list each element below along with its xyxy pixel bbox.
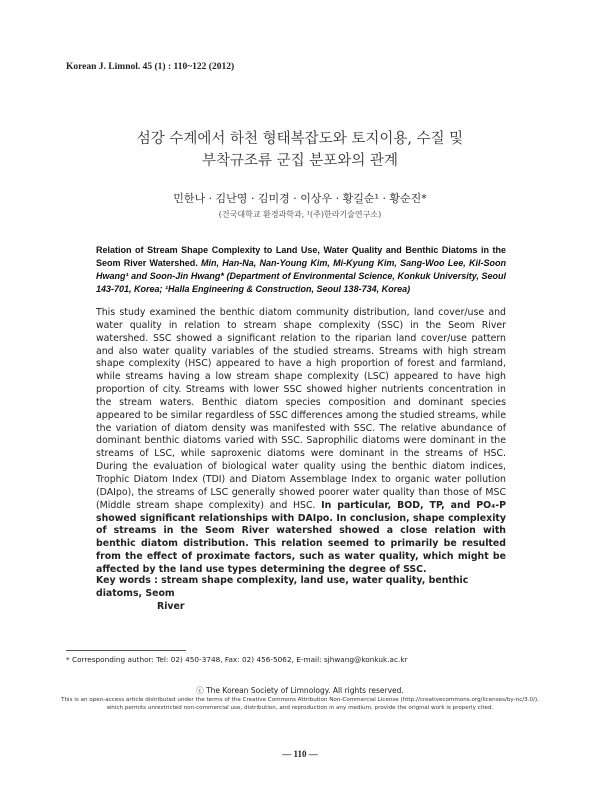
keywords [96,574,506,613]
corresponding-author: * Corresponding author: Tel: 02) 450-3748, Fax: 02) 456-5062, E-mail: sjhwang@konkuk.ac.kr [66,655,408,664]
korean-affiliation: (건국대학교 환경과학과, ¹(주)한라기술연구소) [218,210,382,219]
footnote-divider [66,650,186,651]
abstract-bold-text: In particular, BOD, TP, and PO₄-P showed significant relationships with DAIpo. In conclusion, shape complexity of streams in the Seom River watershed showed a close relation with benthic diatom distribution. This relation seemed to primarily be resulted from the effect of proximate factors, such as water quality, which might be affected by the land use types determining the degree of SSC. [96,499,506,575]
keywords-list-line1: stream shape complexity, land use, water quality, benthic diatoms, Seom [96,575,469,599]
license-line1: This is an open-access article distributed under the terms of the Creative Commons Attribution Non-Commercial License (http://creativecommons.org/licenses/by-nc/3.0/), [61,697,539,703]
journal-header: Korean J. Limnol. 45 (1) : 110~122 (2012) [66,62,235,72]
license-line2: which permits unrestricted non-commercial use, distribution, and reproduction in any medium, provide the original work is properly cited. [106,705,494,711]
korean-title-line2: 부착규조류 군집 분포와의 관계 [202,153,398,169]
english-title: Relation of Stream Shape Complexity to Land Use, Water Quality and Benthic Diatoms in the Seom River Watershed. [96,245,506,268]
abstract [96,307,506,577]
korean-title-line1: 섬강 수계에서 하천 형태복잡도와 토지이용, 수질 및 [136,131,464,147]
keywords-label: Key words : [96,575,158,586]
korean-authors: 민한나 · 김난영 · 김미경 · 이상우 · 황길순¹ · 황순진* [173,192,427,205]
copyright-notice: ⓒ The Korean Society of Limnology. All rights reserved. [196,686,404,695]
page-number: — 110 — [282,749,318,759]
english-authors-affiliation: Min, Han-Na, Nan-Young Kim, Mi-Kyung Kim, Sang-Woo Lee, Kil-Soon Hwang¹ and Soon-Jin Hwang* (Department of Environmental Science, Konkuk University, Seoul 143-701, Korea; ¹Halla Engineering & Construction, Seoul 138-734, Korea) [96,258,506,294]
english-title-block [96,244,506,296]
license-notice [0,696,600,712]
abstract-text: This study examined the benthic diatom community distribution, land cover/use and water quality in relation to stream shape complexity (SSC) in the Seom River watershed. SSC showed a significant relation to the riparian land cover/use pattern and also water quality variables of the studied streams. Streams with high stream shape complexity (HSC) appeared to have a high proportion of forest and farmland, while streams having a low stream shape complexity (LSC) appeared to have high proportion of city. Streams with lower SSC showed higher nutrients concentration in the stream waters. Benthic diatom species composition and dominant species appeared to be similar regardless of SSC differences among the studied streams, while the variation of diatom density was manifested with SSC. The relative abundance of dominant benthic diatoms varied with SSC. Saprophilic diatoms were dominant in the streams of LSC, while saproxenic diatoms were dominant in the streams of HSC. During the evaluation of biological water quality using the benthic diatom indices, Trophic Diatom Index (TDI) and Diatom Assemblage Index to organic water pollution (DAIpo), the streams of LSC generally showed poorer water quality than those of MSC (Middle stream shape complexity) and HSC. [96,307,506,511]
keywords-list-line2: River [157,601,185,612]
